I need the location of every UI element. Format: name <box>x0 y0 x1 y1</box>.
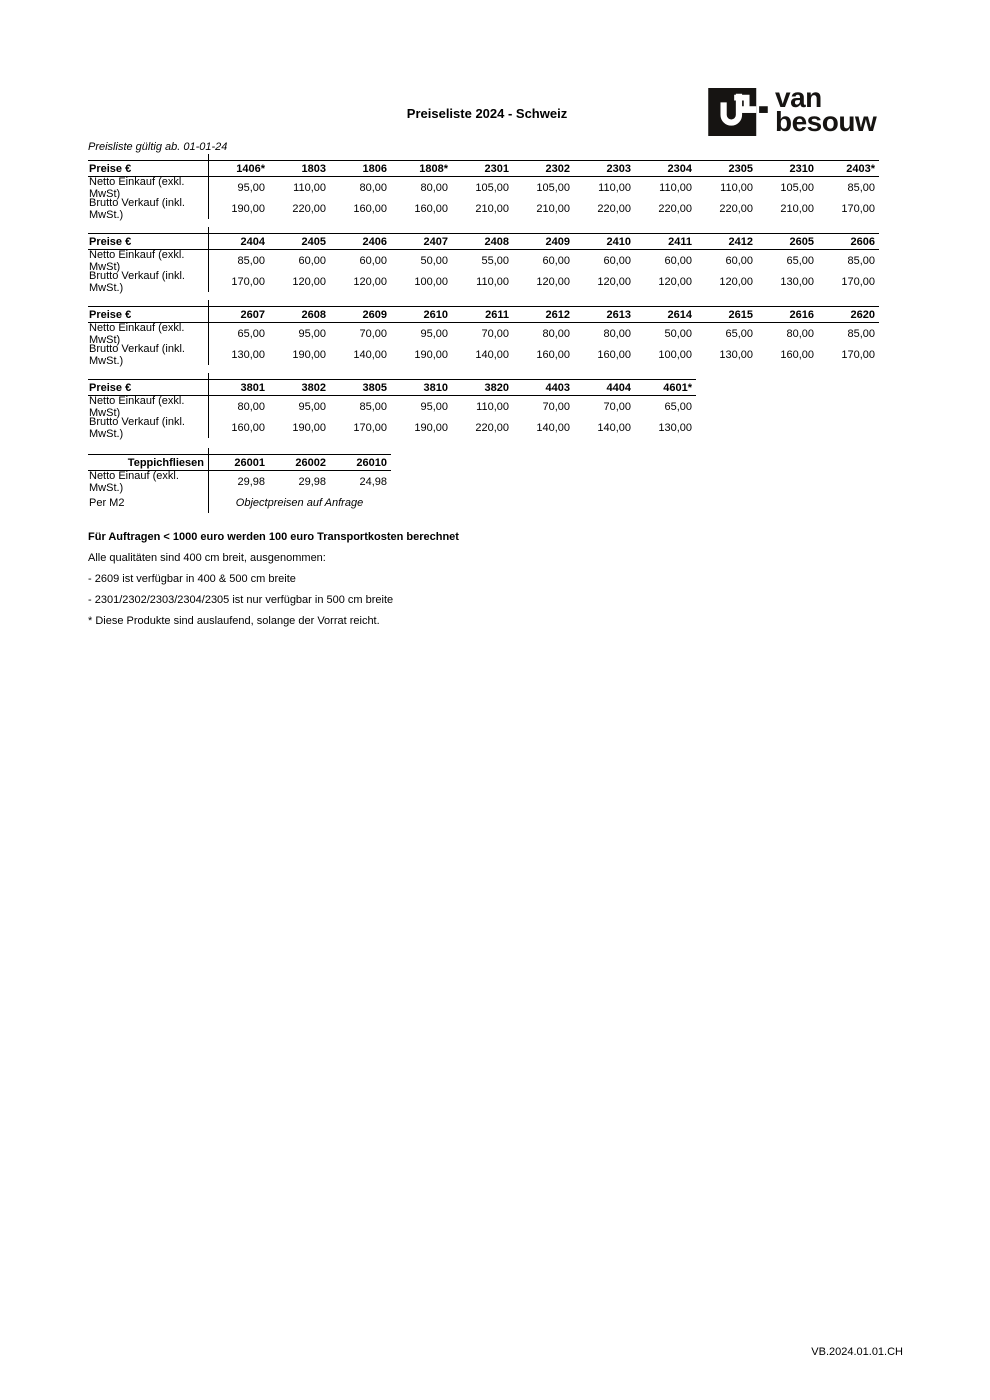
product-code-header: 2404 <box>240 235 265 248</box>
netto-price: 95,00 <box>237 181 265 194</box>
netto-price: 80,00 <box>786 327 814 340</box>
netto-price: 95,00 <box>420 327 448 340</box>
netto-price: 80,00 <box>237 400 265 413</box>
brutto-label: Brutto Verkauf (inkl. MwSt.) <box>89 415 185 440</box>
product-code-header: 3801 <box>240 381 265 394</box>
netto-price: 50,00 <box>664 327 692 340</box>
netto-price: 105,00 <box>475 181 509 194</box>
brutto-price: 130,00 <box>780 275 814 288</box>
brutto-price: 160,00 <box>414 202 448 215</box>
tile-header-label: Teppichfliesen <box>127 456 204 469</box>
netto-price: 65,00 <box>725 327 753 340</box>
price-header-label: Preise € <box>89 162 132 175</box>
product-code-header: 2609 <box>362 308 387 321</box>
product-code-header: 2616 <box>789 308 814 321</box>
netto-row <box>88 250 879 271</box>
product-code-header: 1803 <box>301 162 326 175</box>
per-m2-value: Objectpreisen auf Anfrage <box>235 496 364 509</box>
brutto-price: 170,00 <box>841 348 875 361</box>
product-code-header: 2607 <box>240 308 265 321</box>
product-code-header: 2606 <box>850 235 875 248</box>
netto-label: Netto Einkauf (exkl. MwSt) <box>89 394 185 419</box>
product-code-header: 3810 <box>423 381 448 394</box>
product-code-header: 2405 <box>301 235 326 248</box>
logo-word-besouw: besouw <box>775 106 877 137</box>
tile-code-header: 26002 <box>295 456 326 469</box>
netto-price: 80,00 <box>542 327 570 340</box>
brutto-price: 140,00 <box>597 421 631 434</box>
brutto-price: 220,00 <box>292 202 326 215</box>
brutto-price: 160,00 <box>353 202 387 215</box>
netto-price: 110,00 <box>293 181 326 194</box>
netto-price: 110,00 <box>659 181 692 194</box>
brutto-price: 120,00 <box>658 275 692 288</box>
netto-price: 60,00 <box>664 254 692 267</box>
width-note: Alle qualitäten sind 400 cm breit, ausgenommen: <box>88 552 326 564</box>
netto-label: Netto Einkauf (exkl. MwSt) <box>89 248 185 273</box>
netto-label: Netto Einkauf (exkl. MwSt) <box>89 321 185 346</box>
brutto-price: 220,00 <box>719 202 753 215</box>
logo-word-van: van <box>775 82 822 113</box>
product-code-header: 3820 <box>484 381 509 394</box>
product-code-header: 4601* <box>663 381 692 394</box>
van-besouw-logo-icon <box>708 88 768 136</box>
brutto-price: 130,00 <box>719 348 753 361</box>
brutto-label: Brutto Verkauf (inkl. MwSt.) <box>89 196 185 221</box>
netto-price: 70,00 <box>542 400 570 413</box>
product-code-header: 2620 <box>850 308 875 321</box>
tile-netto-price: 24,98 <box>359 475 387 488</box>
logo-wordmark <box>775 82 877 137</box>
product-code-header: 2407 <box>423 235 448 248</box>
netto-price: 70,00 <box>481 327 509 340</box>
product-code-header: 2608 <box>301 308 326 321</box>
brutto-price: 170,00 <box>841 275 875 288</box>
netto-price: 85,00 <box>359 400 387 413</box>
brutto-price: 190,00 <box>292 348 326 361</box>
brutto-price: 160,00 <box>231 421 265 434</box>
brutto-price: 140,00 <box>536 421 570 434</box>
product-code-header: 2301 <box>484 162 509 175</box>
netto-label: Netto Einkauf (exkl. MwSt) <box>89 175 185 200</box>
brutto-price: 120,00 <box>597 275 631 288</box>
tile-code-header: 26001 <box>234 456 265 469</box>
brutto-price: 210,00 <box>536 202 570 215</box>
price-table-3 <box>88 306 879 365</box>
netto-price: 60,00 <box>725 254 753 267</box>
brutto-price: 120,00 <box>292 275 326 288</box>
netto-price: 55,00 <box>481 254 509 267</box>
price-table-4 <box>88 379 696 438</box>
tile-code-header: 26010 <box>356 456 387 469</box>
brutto-price: 210,00 <box>475 202 509 215</box>
netto-row <box>88 323 879 344</box>
netto-price: 85,00 <box>847 254 875 267</box>
product-code-header: 4403 <box>545 381 570 394</box>
price-table-2 <box>88 233 879 292</box>
netto-price: 70,00 <box>603 400 631 413</box>
brutto-price: 190,00 <box>292 421 326 434</box>
product-code-header: 2302 <box>545 162 570 175</box>
product-code-header: 2611 <box>485 308 509 321</box>
product-code-header: 2409 <box>545 235 570 248</box>
netto-price: 105,00 <box>780 181 814 194</box>
netto-price: 95,00 <box>298 400 326 413</box>
brutto-price: 100,00 <box>414 275 448 288</box>
brutto-price: 120,00 <box>353 275 387 288</box>
product-code-header: 2610 <box>423 308 448 321</box>
per-m2-row <box>88 492 391 513</box>
page-title: Preiseliste 2024 - Schweiz <box>406 106 568 121</box>
netto-price: 85,00 <box>847 181 875 194</box>
brutto-price: 170,00 <box>353 421 387 434</box>
brutto-price: 190,00 <box>414 348 448 361</box>
brutto-price: 120,00 <box>536 275 570 288</box>
product-code-header: 3805 <box>362 381 387 394</box>
brutto-label: Brutto Verkauf (inkl. MwSt.) <box>89 342 185 367</box>
tile-netto-price: 29,98 <box>237 475 265 488</box>
netto-row <box>88 471 391 492</box>
table-header-row <box>88 379 696 396</box>
discontinued-note: * Diese Produkte sind auslaufend, solange der Vorrat reicht. <box>88 615 380 627</box>
van-besouw-logo <box>708 82 877 137</box>
table-header-row <box>88 160 879 177</box>
brutto-price: 130,00 <box>231 348 265 361</box>
product-code-header: 2403* <box>846 162 875 175</box>
per-m2-label: Per M2 <box>89 496 125 509</box>
netto-price: 70,00 <box>359 327 387 340</box>
note-2609: - 2609 ist verfügbar in 400 & 500 cm breite <box>88 573 296 585</box>
netto-price: 60,00 <box>603 254 631 267</box>
brutto-price: 110,00 <box>476 275 509 288</box>
product-code-header: 2304 <box>667 162 692 175</box>
netto-price: 85,00 <box>847 327 875 340</box>
table-header-row <box>88 306 879 323</box>
netto-price: 110,00 <box>720 181 753 194</box>
netto-price: 60,00 <box>359 254 387 267</box>
brutto-price: 190,00 <box>231 202 265 215</box>
footer-notes <box>88 527 459 632</box>
brutto-label: Brutto Verkauf (inkl. MwSt.) <box>89 269 185 294</box>
brutto-row <box>88 271 879 292</box>
product-code-header: 2310 <box>789 162 814 175</box>
validity-note: Preisliste gültig ab. 01-01-24 <box>88 141 228 153</box>
brutto-price: 160,00 <box>597 348 631 361</box>
netto-price: 60,00 <box>298 254 326 267</box>
price-header-label: Preise € <box>89 235 132 248</box>
product-code-header: 1806 <box>362 162 387 175</box>
netto-price: 50,00 <box>420 254 448 267</box>
product-code-header: 2411 <box>668 235 692 248</box>
product-code-header: 3802 <box>301 381 326 394</box>
product-code-header: 2615 <box>728 308 753 321</box>
table-header-row <box>88 233 879 250</box>
netto-price: 80,00 <box>359 181 387 194</box>
netto-price: 95,00 <box>298 327 326 340</box>
product-code-header: 2305 <box>728 162 753 175</box>
netto-price: 110,00 <box>598 181 631 194</box>
netto-price: 110,00 <box>476 400 509 413</box>
table-header-row <box>88 454 391 471</box>
tile-netto-price: 29,98 <box>298 475 326 488</box>
price-header-label: Preise € <box>89 381 132 394</box>
netto-price: 105,00 <box>536 181 570 194</box>
price-table-1 <box>88 160 879 219</box>
brutto-row <box>88 198 879 219</box>
document-code: VB.2024.01.01.CH <box>811 1346 903 1358</box>
netto-price: 65,00 <box>237 327 265 340</box>
brutto-price: 130,00 <box>658 421 692 434</box>
product-code-header: 2410 <box>606 235 631 248</box>
product-code-header: 2303 <box>606 162 631 175</box>
netto-row <box>88 177 879 198</box>
transport-cost-note: Für Auftragen < 1000 euro werden 100 euro Transportkosten berechnet <box>88 531 459 543</box>
brutto-price: 170,00 <box>231 275 265 288</box>
carpet-tiles-table <box>88 454 391 513</box>
tile-netto-label: Netto Einauf (exkl. MwSt.) <box>89 469 179 494</box>
product-code-header: 4404 <box>606 381 631 394</box>
product-code-header: 2612 <box>545 308 570 321</box>
brutto-price: 210,00 <box>780 202 814 215</box>
brutto-price: 140,00 <box>353 348 387 361</box>
netto-price: 95,00 <box>420 400 448 413</box>
brutto-row <box>88 344 879 365</box>
brutto-price: 220,00 <box>597 202 631 215</box>
product-code-header: 2613 <box>606 308 631 321</box>
netto-price: 80,00 <box>603 327 631 340</box>
product-code-header: 2406 <box>362 235 387 248</box>
netto-price: 60,00 <box>542 254 570 267</box>
price-header-label: Preise € <box>89 308 132 321</box>
netto-price: 85,00 <box>237 254 265 267</box>
brutto-price: 120,00 <box>719 275 753 288</box>
brutto-price: 100,00 <box>658 348 692 361</box>
brutto-price: 220,00 <box>475 421 509 434</box>
brutto-price: 160,00 <box>780 348 814 361</box>
netto-price: 65,00 <box>664 400 692 413</box>
product-code-header: 2412 <box>728 235 753 248</box>
netto-price: 80,00 <box>420 181 448 194</box>
brutto-price: 170,00 <box>841 202 875 215</box>
note-2300-series: - 2301/2302/2303/2304/2305 ist nur verfügbar in 500 cm breite <box>88 594 394 606</box>
brutto-price: 160,00 <box>536 348 570 361</box>
product-code-header: 1406* <box>236 162 265 175</box>
product-code-header: 2614 <box>667 308 692 321</box>
brutto-price: 220,00 <box>658 202 692 215</box>
product-code-header: 2408 <box>484 235 509 248</box>
product-code-header: 1808* <box>419 162 448 175</box>
netto-row <box>88 396 696 417</box>
brutto-price: 190,00 <box>414 421 448 434</box>
netto-price: 65,00 <box>786 254 814 267</box>
product-code-header: 2605 <box>789 235 814 248</box>
brutto-row <box>88 417 696 438</box>
brutto-price: 140,00 <box>475 348 509 361</box>
